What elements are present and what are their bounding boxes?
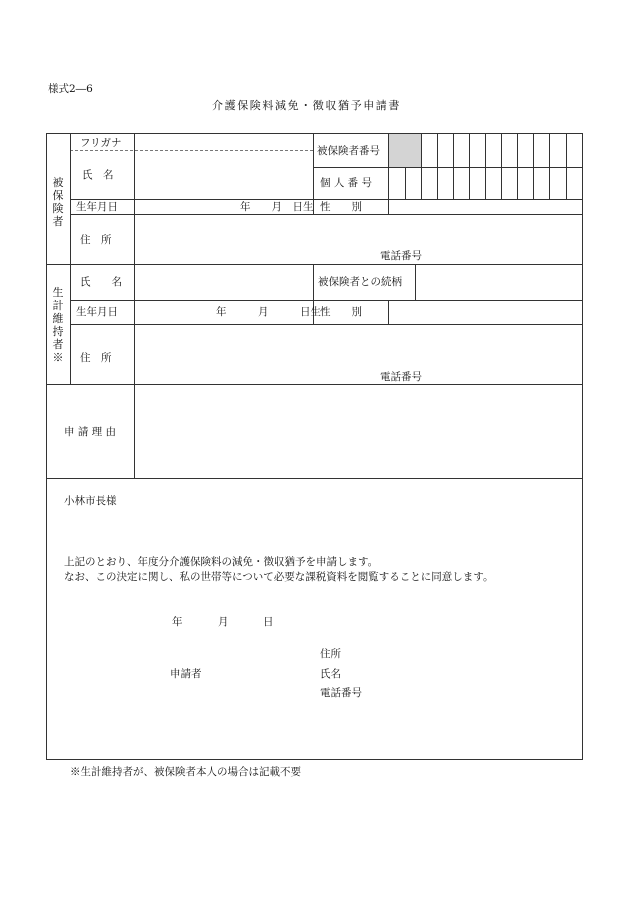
- relationship-label: 被保険者との続柄: [318, 276, 402, 288]
- form-number: 様式2―6: [48, 83, 93, 95]
- personal-number-label: 個 人 番 号: [320, 177, 373, 189]
- applicant-address-label: 住所: [320, 648, 341, 660]
- applicant-phone-label: 電話番号: [320, 687, 362, 699]
- supporter-phone-label: 電話番号: [380, 371, 422, 383]
- insured-number-label: 被保険者番号: [317, 145, 380, 157]
- insured-phone-label: 電話番号: [380, 250, 422, 262]
- supporter-birthdate-label: 生年月日: [76, 306, 118, 318]
- applicant-name-label: 氏名: [320, 668, 341, 680]
- supporter-birthdate-format: 年 月 日生: [216, 306, 321, 318]
- applicant-label: 申請者: [170, 668, 202, 680]
- insured-birthdate-format: 年 月 日生: [240, 201, 314, 213]
- furigana-label: フリガナ: [80, 137, 122, 149]
- insured-name-label: 氏 名: [82, 169, 114, 181]
- footnote: ※生計維持者が、被保険者本人の場合は記載不要: [70, 766, 301, 778]
- date-day: 日: [263, 616, 274, 628]
- date-month: 月: [218, 616, 229, 628]
- supporter-address-label: 住 所: [80, 352, 112, 364]
- insured-birthdate-label: 生年月日: [76, 201, 118, 213]
- date-year: 年: [172, 616, 183, 628]
- supporter-gender-label: 性 別: [320, 306, 362, 318]
- declaration-line-1: 上記のとおり、年度分介護保険料の減免・徴収猶予を申請します。: [64, 556, 379, 568]
- addressee: 小林市長様: [64, 495, 117, 507]
- declaration-line-2: なお、この決定に関し、私の世帯等について必要な課税資料を閲覧することに同意します。: [64, 571, 494, 583]
- supporter-name-label: 氏 名: [80, 276, 122, 288]
- reason-label: 申 請 理 由: [64, 426, 117, 438]
- supporter-section-label: 生計維持者※: [52, 286, 64, 364]
- insured-address-label: 住 所: [80, 234, 112, 246]
- form-title: 介護保険料減免・徴収猶予申請書: [212, 99, 401, 112]
- insured-section-label: 被保険者: [52, 176, 64, 228]
- insured-gender-label: 性 別: [320, 201, 362, 213]
